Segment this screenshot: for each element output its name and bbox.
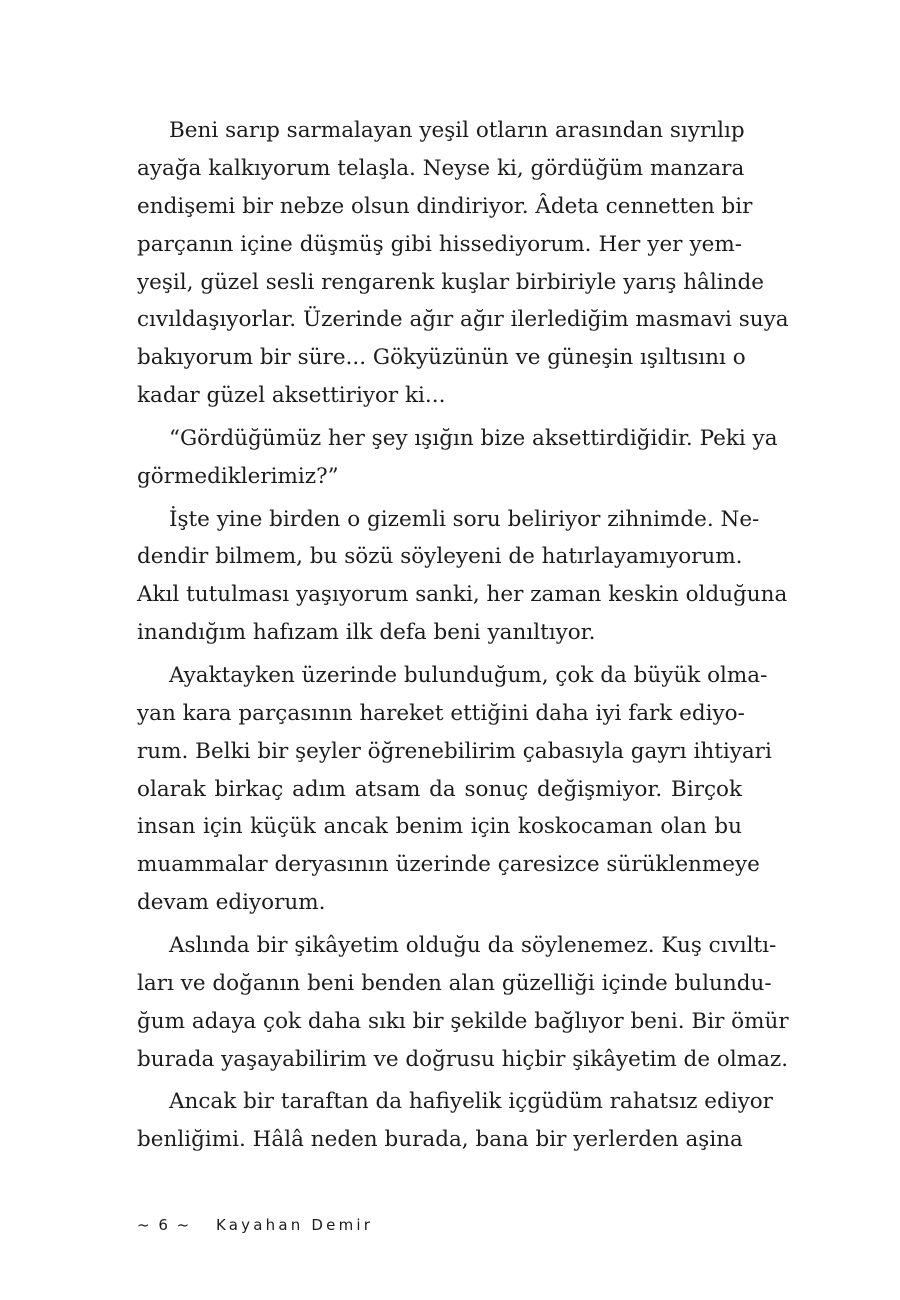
text-line: cıvıldaşıyorlar. Üzerinde ağır ağır ilerlediğim masmavi suya xyxy=(137,307,789,333)
text-line: ğum adaya çok daha sıkı bir şekilde bağlıyor beni. Bir ömür xyxy=(137,1008,789,1034)
text-line: ayağa kalkıyorum telaşla. Neyse ki, gördüğüm manzara xyxy=(137,155,745,181)
paragraph xyxy=(137,1083,773,1159)
page-number: ~ 6 ~ xyxy=(137,1216,192,1234)
author-name: Kayahan Demir xyxy=(216,1216,374,1234)
text-line: Beni sarıp sarmalayan yeşil otların arasından sıyrılıp xyxy=(169,118,745,143)
paragraph xyxy=(137,657,772,922)
text-line: kadar güzel aksettiriyor ki... xyxy=(137,383,446,409)
text-line: yeşil, güzel sesli rengarenk kuşlar birbiriyle yarış hâlinde xyxy=(137,269,764,295)
body-text xyxy=(137,112,789,1164)
paragraph xyxy=(137,927,789,1079)
text-line: İşte yine birden o gizemli soru beliriyor zihnimde. Ne- xyxy=(169,506,760,532)
text-line: ları ve doğanın beni benden alan güzelliği içinde bulundu- xyxy=(137,970,772,996)
text-line: bakıyorum bir süre... Gökyüzünün ve güneşin ışıltısını o xyxy=(137,345,746,371)
text-line: Ayaktayken üzerinde bulunduğum, çok da büyük olma- xyxy=(169,662,768,688)
text-line: insan için küçük ancak benim için koskocaman olan bu xyxy=(137,814,742,840)
text-line: dendir bilmem, bu sözü söyleyeni de hatırlayamıyorum. xyxy=(137,544,743,570)
text-line: yan kara parçasının hareket ettiğini daha iyi fark ediyo- xyxy=(137,700,745,726)
page-footer xyxy=(137,1216,373,1234)
text-line: parçanın içine düşmüş gibi hissediyorum. Her yer yem- xyxy=(137,231,742,257)
text-line: muammalar deryasının üzerinde çaresizce sürüklenmeye xyxy=(137,852,760,878)
paragraph xyxy=(137,112,789,415)
paragraph xyxy=(137,420,778,496)
text-line: Akıl tutulması yaşıyorum sanki, her zaman keskin olduğuna xyxy=(137,582,788,608)
text-line: olarak birkaç adım atsam da sonuç değişmiyor. Birçok xyxy=(137,776,742,802)
text-line: devam ediyorum. xyxy=(137,890,326,916)
text-line: rum. Belki bir şeyler öğrenebilirim çabasıyla gayrı ihtiyari xyxy=(137,738,772,764)
paragraph xyxy=(137,501,788,653)
text-line: görmediklerimiz?” xyxy=(137,463,339,489)
text-line: Aslında bir şikâyetim olduğu da söylenemez. Kuş cıvıltı- xyxy=(169,932,777,958)
text-line: “Gördüğümüz her şey ışığın bize aksettirdiğidir. Peki ya xyxy=(169,425,778,451)
text-line: Ancak bir taraftan da hafiyelik içgüdüm rahatsız ediyor xyxy=(169,1089,773,1115)
text-line: burada yaşayabilirim ve doğrusu hiçbir şikâyetim de olmaz. xyxy=(137,1046,789,1072)
text-line: benliğimi. Hâlâ neden burada, bana bir yerlerden aşina xyxy=(137,1127,743,1153)
text-line: inandığım hafızam ilk defa beni yanıltıyor. xyxy=(137,620,596,646)
text-line: endişemi bir nebze olsun dindiriyor. Âdeta cennetten bir xyxy=(137,193,753,219)
